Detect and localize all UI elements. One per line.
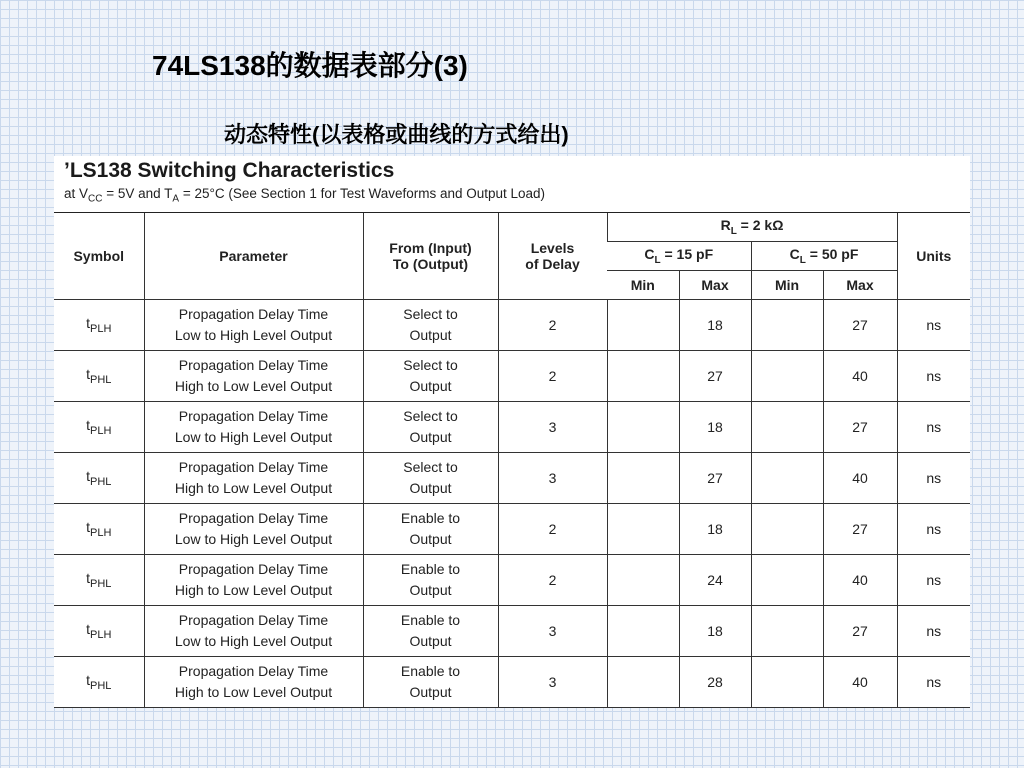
- symbol-cell: $t_{PHL}$: [54, 453, 144, 504]
- max-15pf-cell: 24: [679, 555, 751, 606]
- symbol-cell: $t_{PLH}$: [54, 504, 144, 555]
- table-row: [54, 606, 970, 657]
- from-to-cell: Select to Output: [363, 453, 498, 504]
- max-50pf-cell: 27: [823, 606, 897, 657]
- units-cell: ns: [897, 300, 970, 351]
- max-50pf-cell: 27: [823, 300, 897, 351]
- datasheet-title: ’LS138 Switching Characteristics: [64, 159, 395, 182]
- symbol-cell: $t_{PLH}$: [54, 300, 144, 351]
- symbol-cell: $t_{PLH}$: [54, 606, 144, 657]
- header-from-to: From (Input) To (Output): [363, 213, 498, 300]
- header-parameter: Parameter: [144, 213, 363, 300]
- min-50pf-cell: [751, 453, 823, 504]
- parameter-cell: Propagation Delay Time High to Low Level Output: [144, 351, 363, 402]
- max-15pf-cell: 18: [679, 504, 751, 555]
- table-row: [54, 453, 970, 504]
- min-50pf-cell: [751, 657, 823, 708]
- levels-cell: 3: [498, 606, 607, 657]
- parameter-cell: Propagation Delay Time High to Low Level Output: [144, 555, 363, 606]
- from-to-cell: Select to Output: [363, 300, 498, 351]
- switching-characteristics-table: [54, 212, 970, 708]
- max-50pf-cell: 40: [823, 351, 897, 402]
- slide-subtitle: 动态特性(以表格或曲线的方式给出): [224, 122, 569, 147]
- min-15pf-cell: [607, 606, 679, 657]
- max-50pf-cell: 40: [823, 453, 897, 504]
- from-to-cell: Enable to Output: [363, 657, 498, 708]
- units-cell: ns: [897, 453, 970, 504]
- min-50pf-cell: [751, 300, 823, 351]
- min-15pf-cell: [607, 300, 679, 351]
- min-15pf-cell: [607, 555, 679, 606]
- max-50pf-cell: 40: [823, 555, 897, 606]
- max-15pf-cell: 27: [679, 453, 751, 504]
- parameter-cell: Propagation Delay Time Low to High Level Output: [144, 300, 363, 351]
- header-max-50pf: Max: [823, 271, 897, 300]
- min-15pf-cell: [607, 657, 679, 708]
- from-to-cell: Select to Output: [363, 351, 498, 402]
- min-50pf-cell: [751, 504, 823, 555]
- symbol-cell: $t_{PHL}$: [54, 555, 144, 606]
- table-row: [54, 555, 970, 606]
- min-50pf-cell: [751, 606, 823, 657]
- levels-cell: 3: [498, 402, 607, 453]
- symbol-cell: $t_{PLH}$: [54, 402, 144, 453]
- max-15pf-cell: 27: [679, 351, 751, 402]
- header-min-50pf: Min: [751, 271, 823, 300]
- levels-cell: 2: [498, 351, 607, 402]
- min-50pf-cell: [751, 402, 823, 453]
- parameter-cell: Propagation Delay Time Low to High Level Output: [144, 504, 363, 555]
- units-cell: ns: [897, 555, 970, 606]
- parameter-cell: Propagation Delay Time Low to High Level Output: [144, 606, 363, 657]
- table-row: [54, 300, 970, 351]
- symbol-cell: $t_{PHL}$: [54, 657, 144, 708]
- table-row: [54, 504, 970, 555]
- units-cell: ns: [897, 504, 970, 555]
- levels-cell: 2: [498, 300, 607, 351]
- table-row: [54, 657, 970, 708]
- units-cell: ns: [897, 606, 970, 657]
- units-cell: ns: [897, 657, 970, 708]
- table-row: [54, 402, 970, 453]
- from-to-cell: Enable to Output: [363, 555, 498, 606]
- test-conditions: at $V_{CC} = 5V$ and $T_A = 25^\circ C$ (See Section 1 for Test Waveforms and Output Load): [64, 186, 546, 205]
- min-15pf-cell: [607, 351, 679, 402]
- max-50pf-cell: 27: [823, 504, 897, 555]
- max-15pf-cell: 18: [679, 402, 751, 453]
- parameter-cell: Propagation Delay Time Low to High Level Output: [144, 402, 363, 453]
- symbol-cell: $t_{PHL}$: [54, 351, 144, 402]
- header-min-15pf: Min: [607, 271, 679, 300]
- min-15pf-cell: [607, 453, 679, 504]
- units-cell: ns: [897, 351, 970, 402]
- levels-cell: 3: [498, 453, 607, 504]
- slide-title: 74LS138的数据表部分(3): [152, 50, 468, 81]
- datasheet-image: [54, 156, 970, 708]
- header-symbol: Symbol: [54, 213, 144, 300]
- from-to-cell: Select to Output: [363, 402, 498, 453]
- levels-cell: 2: [498, 555, 607, 606]
- header-max-15pf: Max: [679, 271, 751, 300]
- header-levels: Levels of Delay: [498, 213, 607, 300]
- header-units: Units: [897, 213, 970, 300]
- parameter-cell: Propagation Delay Time High to Low Level Output: [144, 657, 363, 708]
- levels-cell: 2: [498, 504, 607, 555]
- parameter-cell: Propagation Delay Time High to Low Level Output: [144, 453, 363, 504]
- min-15pf-cell: [607, 402, 679, 453]
- max-15pf-cell: 18: [679, 606, 751, 657]
- from-to-cell: Enable to Output: [363, 606, 498, 657]
- min-50pf-cell: [751, 555, 823, 606]
- from-to-cell: Enable to Output: [363, 504, 498, 555]
- levels-cell: 3: [498, 657, 607, 708]
- max-50pf-cell: 27: [823, 402, 897, 453]
- header-cl-15pf: $C_L = 15$ pF: [607, 242, 751, 271]
- units-cell: ns: [897, 402, 970, 453]
- max-50pf-cell: 40: [823, 657, 897, 708]
- header-rl: $R_L = 2$ kΩ: [607, 213, 897, 242]
- table-row: [54, 351, 970, 402]
- min-15pf-cell: [607, 504, 679, 555]
- min-50pf-cell: [751, 351, 823, 402]
- max-15pf-cell: 28: [679, 657, 751, 708]
- max-15pf-cell: 18: [679, 300, 751, 351]
- header-cl-50pf: $C_L = 50$ pF: [751, 242, 897, 271]
